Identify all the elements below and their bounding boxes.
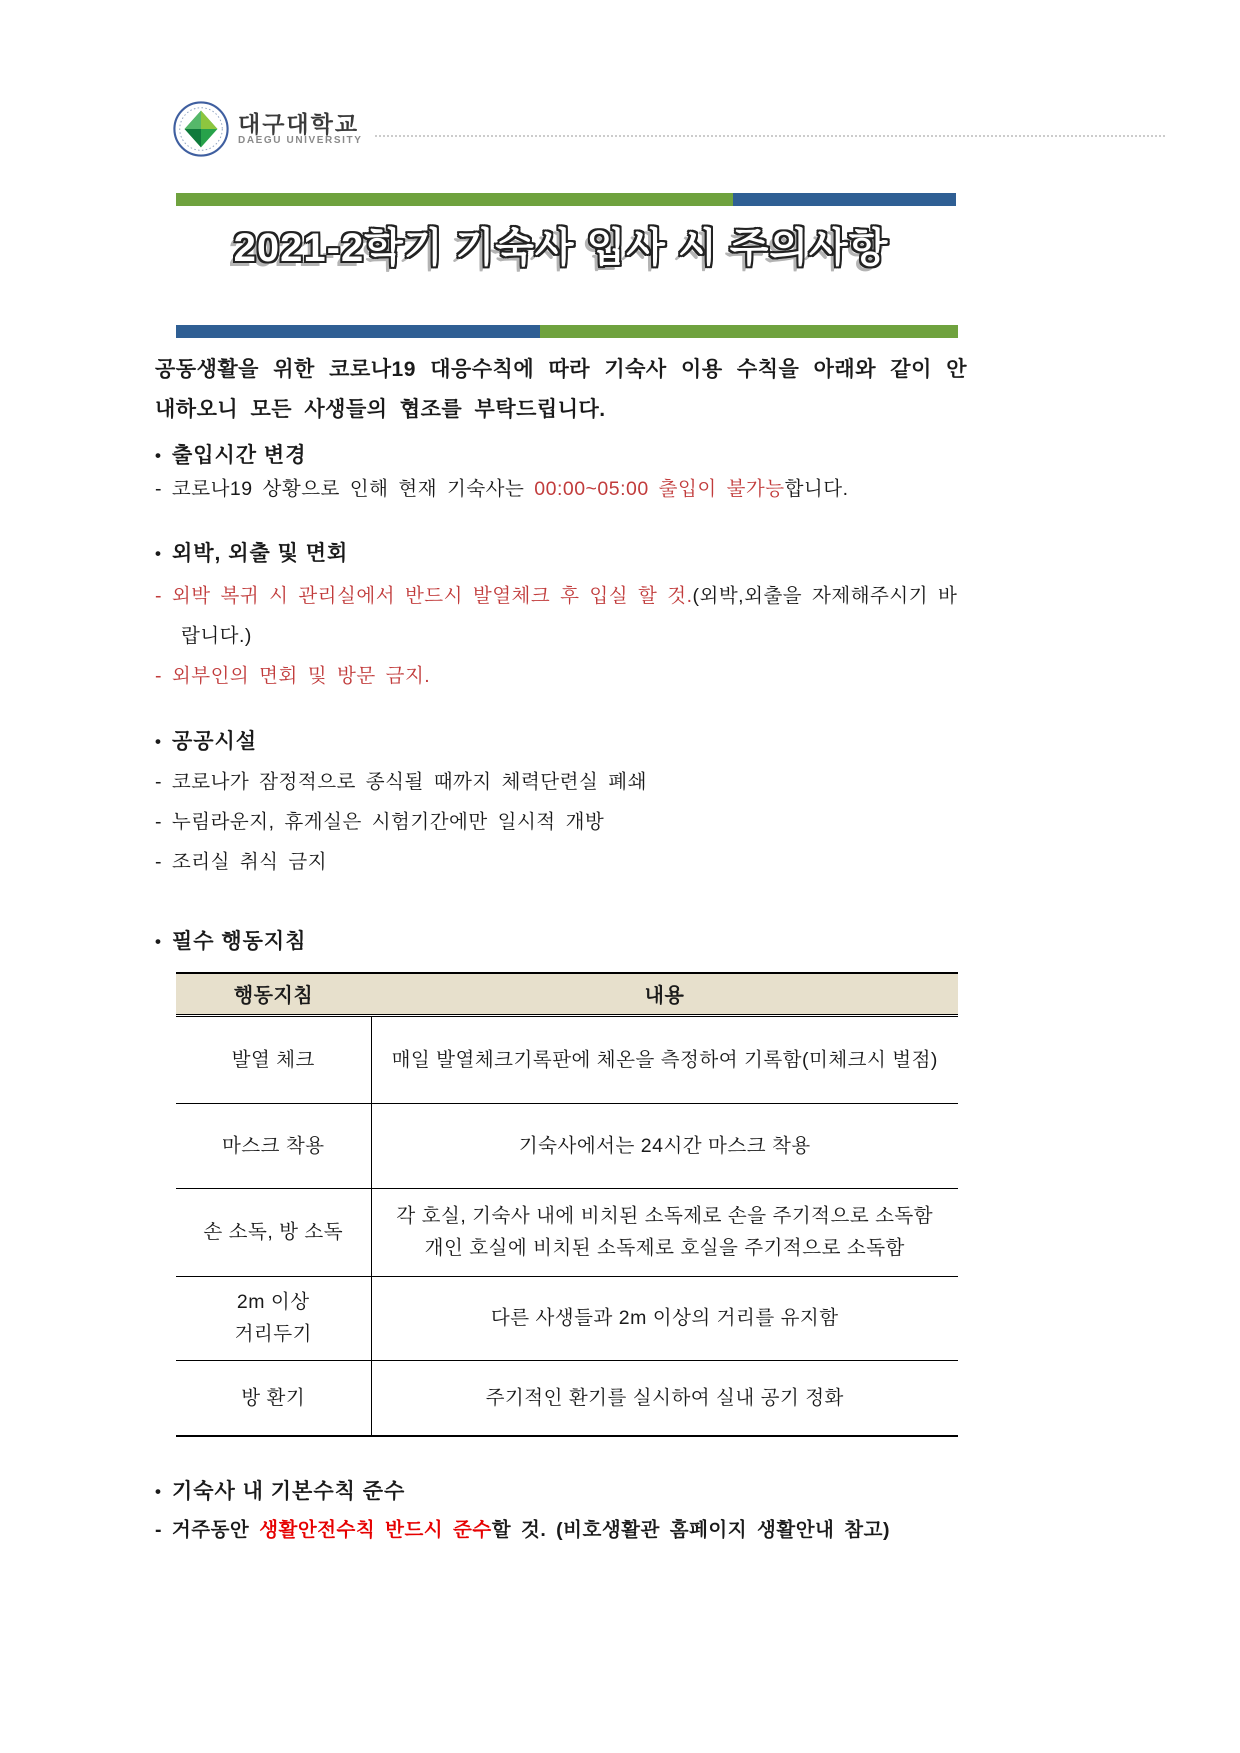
document-body [155,185,967,1546]
section-heading-entry-time [155,442,967,470]
section-heading-guidelines-label: 필수 행동지침 [171,930,307,953]
row-name-cell [176,1276,371,1360]
section-heading-basic-rules [155,1478,967,1506]
entry-time-item-prefix: - 코로나19 상황으로 인해 현재 기숙사는 [155,478,535,500]
row-content-line: 개인 호실에 비치된 소독제로 호실을 주기적으로 소독함 [424,1237,905,1259]
bullet-icon: • [155,1482,162,1501]
row-content-cell: 다른 사생들과 2m 이상의 거리를 유지함 [371,1276,958,1360]
accent-bar-top-blue [733,193,956,206]
accent-bar-bottom-blue [176,325,540,338]
outing-item-2-highlight: - 외부인의 면회 및 방문 금지. [155,665,431,687]
outing-item-1-highlight: - 외박 복귀 시 관리실에서 반드시 발열체크 후 입실 할 것. [155,585,693,607]
entry-time-item-suffix: 합니다. [784,478,849,500]
row-content-cell [371,1188,958,1276]
section-heading-facilities-label: 공공시설 [171,730,258,753]
row-name-cell: 마스크 착용 [176,1103,371,1188]
table-header-guideline: 행동지침 [176,973,371,1015]
university-name-english: DAEGU UNIVERSITY [238,134,363,146]
table-row [176,1015,958,1103]
facilities-item: - 코로나가 잠정적으로 종식될 때까지 체력단련실 폐쇄 [155,771,647,793]
accent-bar-top-green [176,193,733,206]
outing-item-2 [155,656,967,696]
row-content-cell: 기숙사에서는 24시간 마스크 착용 [371,1103,958,1188]
table-header-row [176,973,958,1015]
table-header-content: 내용 [371,973,958,1015]
document-header [172,100,1165,158]
row-name-cell: 발열 체크 [176,1015,371,1103]
row-content-cell: 매일 발열체크기록판에 체온을 측정하여 기록함(미체크시 벌점) [371,1015,958,1103]
page-title: 2021-2학기 기숙사 입사 시 주의사항 [233,226,889,270]
facilities-list [155,762,967,882]
basic-rules-item-prefix: - 거주동안 [155,1519,260,1541]
row-name-line: 2m 이상 [236,1291,310,1313]
row-name-line: 거리두기 [234,1323,312,1345]
row-name-cell: 방 환기 [176,1360,371,1436]
university-logo-icon [172,100,230,158]
table-row [176,1188,958,1276]
basic-rules-item-suffix: 할 것. (비호생활관 홈페이지 생활안내 참고) [491,1519,890,1541]
outing-item-1-note: (외박,외출을 자제해주시기 바랍니다.) [181,585,958,647]
university-logo-text [238,112,363,147]
row-content-cell: 주기적인 환기를 실시하여 실내 공기 정화 [371,1360,958,1436]
entry-time-item [155,474,967,504]
facilities-item: - 누림라운지, 휴게실은 시험기간에만 일시적 개방 [155,811,605,833]
row-content-line: 각 호실, 기숙사 내에 비치된 소독제로 손을 주기적으로 소독함 [396,1205,934,1227]
table-row [176,1360,958,1436]
table-row [176,1103,958,1188]
university-name-korean: 대구대학교 [238,110,360,137]
table-row [176,1276,958,1360]
section-heading-outing [155,540,967,568]
section-heading-guidelines [155,928,967,956]
facilities-item: - 조리실 취식 금지 [155,851,328,873]
basic-rules-item [155,1514,967,1546]
header-dotted-rule [375,135,1165,137]
bullet-icon: • [155,446,162,465]
accent-bar-top [176,193,956,206]
entry-time-item-highlight: 00:00~05:00 출입이 불가능 [534,478,785,500]
section-heading-outing-label: 외박, 외출 및 면회 [171,542,349,565]
bullet-icon: • [155,932,162,951]
accent-bar-bottom-green [540,325,958,338]
accent-bar-bottom [176,325,958,338]
guidelines-table [176,972,958,1437]
section-heading-facilities [155,728,967,756]
bullet-icon: • [155,544,162,563]
section-heading-basic-rules-label: 기숙사 내 기본수칙 준수 [171,1480,406,1503]
intro-paragraph: 공동생활을 위한 코로나19 대응수칙에 따라 기숙사 이용 수칙을 아래와 같이 안내하오니 모든 사생들의 협조를 부탁드립니다. [155,358,967,421]
section-heading-entry-time-label: 출입시간 변경 [171,444,307,467]
bullet-icon: • [155,732,162,751]
outing-item-1 [155,576,967,656]
row-name-cell: 손 소독, 방 소독 [176,1188,371,1276]
basic-rules-item-highlight: 생활안전수칙 반드시 준수 [259,1519,492,1541]
